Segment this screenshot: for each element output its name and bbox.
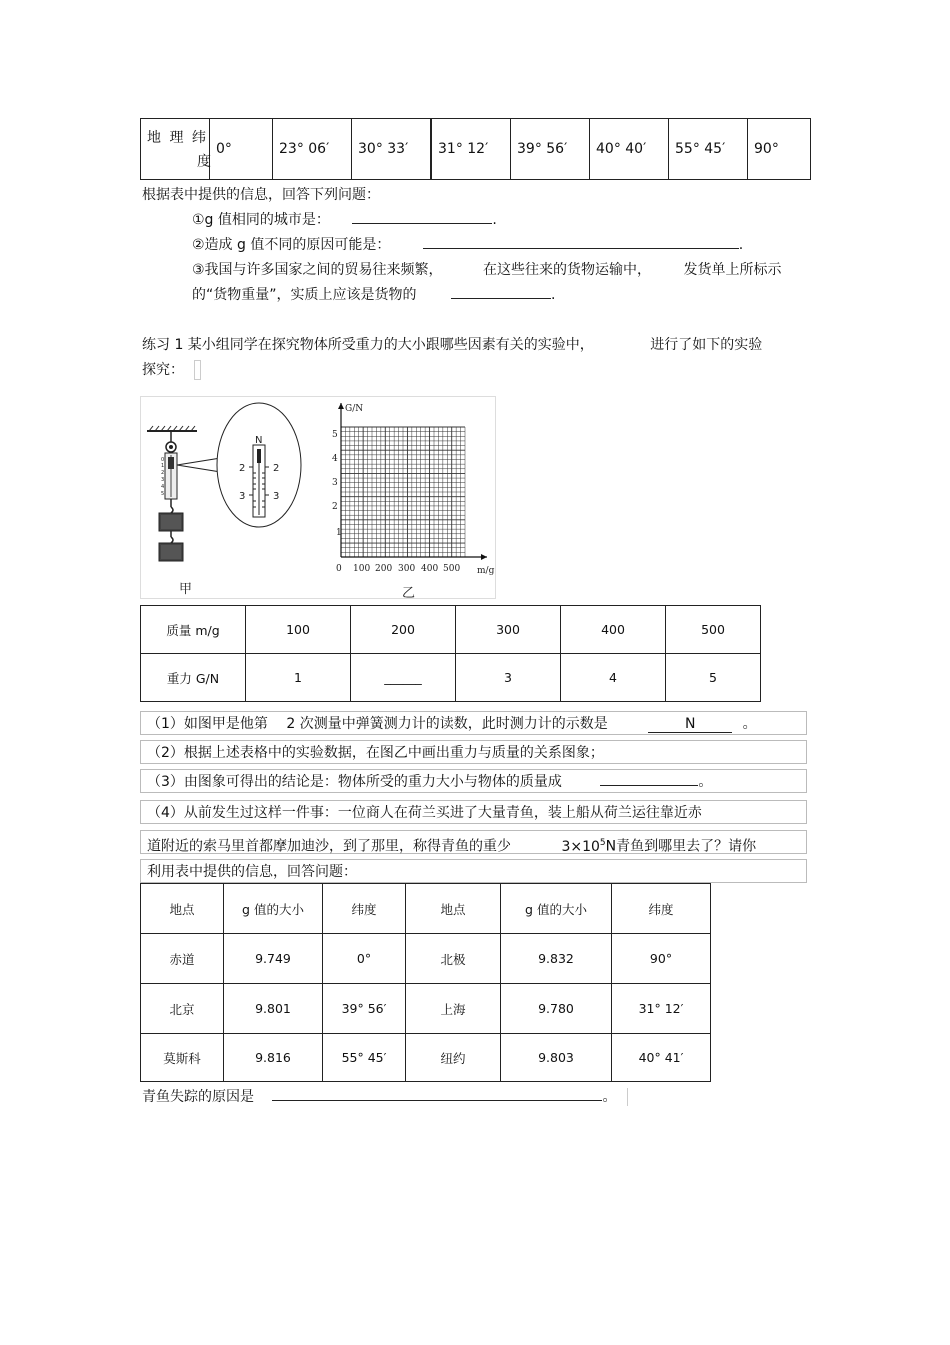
spring-tick-label: 2 [161, 470, 165, 476]
question-4-text-2a: 道附近的索马里首都摩加迪沙，到了那里，称得青鱼的重少 [147, 838, 511, 855]
x-tick-label: 500 [443, 564, 461, 574]
latitude-cell: 40° 41′ [612, 1034, 711, 1082]
gauge-tick-left: 2 [239, 463, 246, 474]
spring-tick-label: 5 [161, 491, 165, 497]
q1-end: . [492, 212, 497, 228]
y-tick-label: 5 [332, 430, 338, 440]
exercise-text-b: 进行了如下的实验 [650, 337, 763, 353]
g-cell: 9.832 [501, 934, 612, 984]
table-row [141, 1034, 711, 1082]
header-cell: g 值的大小 [224, 884, 323, 934]
gauge-tick-right: 2 [273, 463, 280, 474]
latitude-table [140, 118, 811, 180]
final-label: 青鱼失踪的原因是 [142, 1089, 254, 1105]
intro-question-2 [192, 234, 743, 254]
mass-cell: 500 [666, 606, 761, 654]
final-box-edge [627, 1088, 628, 1106]
final-answer-blank[interactable] [272, 1086, 602, 1101]
place-cell: 赤道 [141, 934, 224, 984]
g-cell: 9.780 [501, 984, 612, 1034]
gauge-tick-right: 3 [273, 491, 280, 502]
table-row [141, 606, 761, 654]
x-tick-label: 0 [336, 564, 342, 574]
y-tick-label: 4 [332, 454, 338, 464]
mass-cell: 100 [246, 606, 351, 654]
question-1-end: 。 [742, 716, 757, 732]
latitude-cell: 0° [323, 934, 406, 984]
spring-tick-label: 1 [161, 463, 165, 469]
q3-text-c: 发货单上所标示 [683, 262, 782, 278]
gravity-cell: 1 [246, 654, 351, 702]
question-4-text-2b: 3×10 [561, 838, 600, 855]
latitude-cell: 31° 12′ [431, 119, 511, 180]
q3-text-a: ③我国与许多国家之间的贸易往来频繁， [192, 262, 443, 278]
figure-svg [141, 397, 495, 598]
q1-text: ①g 值相同的城市是： [192, 212, 330, 228]
experiment-figure [140, 396, 496, 599]
gravity-blank-cell[interactable]: ______ [351, 654, 456, 702]
cursor-box [194, 360, 201, 380]
latitude-cell: 0° [210, 119, 273, 180]
gravity-cell: 5 [666, 654, 761, 702]
exercise-line-2 [142, 359, 201, 380]
question-2-text: （2）根据上述表格中的实验数据，在图乙中画出重力与质量的关系图象； [147, 745, 604, 761]
header-cell: g 值的大小 [501, 884, 612, 934]
intro-question-1 [192, 209, 497, 229]
latitude-cell: 30° 33′ [352, 119, 432, 180]
header-cell: 地点 [406, 884, 501, 934]
header-cell: 地点 [141, 884, 224, 934]
latitude-cell: 90° [612, 934, 711, 984]
latitude-cell: 55° 45′ [323, 1034, 406, 1082]
mass-cell: 400 [561, 606, 666, 654]
header-text-line1: 地 理 纬 [147, 130, 208, 146]
question-4-line3 [140, 859, 807, 883]
y-tick-label: 3 [332, 478, 338, 488]
x-tick-label: 300 [398, 564, 416, 574]
gravity-cell: 4 [561, 654, 666, 702]
x-tick-label: 400 [421, 564, 439, 574]
place-cell: 北极 [406, 934, 501, 984]
q3-text-d: 的“货物重量”，实质上应该是货物的 [192, 287, 417, 303]
header-cell: 纬度 [612, 884, 711, 934]
question-4-line2 [140, 830, 807, 854]
q2-answer-blank[interactable] [423, 234, 739, 249]
final-question [142, 1086, 628, 1106]
spring-tick-label: 0 [161, 457, 165, 463]
y-axis-label: G/N [345, 404, 364, 414]
header-text-line2: 度 [197, 154, 211, 170]
graph-grid [338, 403, 487, 560]
question-1-text-a: （1）如图甲是他第 [147, 716, 268, 732]
question-1 [140, 711, 807, 735]
final-end: 。 [602, 1089, 617, 1105]
y-tick-label: 2 [332, 502, 338, 512]
g-cell: 9.816 [224, 1034, 323, 1082]
exercise-text-2: 探究： [142, 362, 184, 378]
question-3-end: 。 [698, 774, 713, 790]
x-axis-label: m/g [477, 566, 495, 576]
table-row [141, 884, 711, 934]
gauge-tick-left: 3 [239, 491, 246, 502]
latitude-cell: 39° 56′ [511, 119, 590, 180]
latitude-cell: 40° 40′ [590, 119, 669, 180]
question-4-line1 [140, 800, 807, 824]
exercise-text-a: 练习 1 某小组同学在探究物体所受重力的大小跟哪些因素有关的实验中， [142, 337, 594, 353]
q2-text: ②造成 g 值不同的原因可能是： [192, 237, 391, 253]
place-cell: 北京 [141, 984, 224, 1034]
gravity-cell: 3 [456, 654, 561, 702]
mass-gravity-table [140, 605, 761, 702]
question-1-unit: N [684, 716, 696, 732]
question-1-text-b: 2 次测量中弹簧测力计的读数，此时测力计的示数是 [286, 716, 608, 732]
intro-lead: 根据表中提供的信息，回答下列问题： [142, 187, 380, 203]
place-cell: 上海 [406, 984, 501, 1034]
intro-question-3-line1 [192, 259, 781, 279]
row-label: 重力 G/N [141, 654, 246, 702]
q2-end: . [738, 237, 744, 253]
table-row [141, 654, 761, 702]
mass-cell: 300 [456, 606, 561, 654]
y-tick-label: 1 [336, 528, 342, 538]
latitude-cell: 31° 12′ [612, 984, 711, 1034]
latitude-cell: 23° 06′ [273, 119, 352, 180]
question-4-text-2c: N青鱼到哪里去了？请你 [605, 838, 757, 855]
place-cell: 纽约 [406, 1034, 501, 1082]
q3-end: . [550, 287, 556, 303]
question-2 [140, 740, 807, 764]
exercise-line-1 [142, 334, 762, 354]
question-3 [140, 769, 807, 793]
row-label: 质量 m/g [141, 606, 246, 654]
g-cell: 9.749 [224, 934, 323, 984]
q3-text-b: 在这些往来的货物运输中， [483, 262, 652, 278]
question-4-text-3: 利用表中提供的信息，回答问题： [147, 864, 357, 880]
latitude-cell: 55° 45′ [669, 119, 748, 180]
latitude-cell: 39° 56′ [323, 984, 406, 1034]
question-4-text-1: （4）从前发生过这样一件事：一位商人在荷兰买进了大量青鱼，装上船从荷兰运往靠近赤 [147, 805, 702, 821]
x-tick-label: 200 [375, 564, 393, 574]
latitude-cell: 90° [748, 119, 811, 180]
question-1-answer-blank[interactable] [648, 716, 732, 733]
q1-answer-blank[interactable] [352, 209, 492, 224]
figure-caption-left: 甲 [179, 582, 193, 597]
question-3-text: （3）由图象可得出的结论是：物体所受的重力大小与物体的质量成 [147, 774, 562, 790]
mass-cell: 200 [351, 606, 456, 654]
header-cell: 纬度 [323, 884, 406, 934]
gauge-unit: N [255, 435, 263, 446]
table-row [141, 984, 711, 1034]
question-4-superscript: 5 [599, 838, 606, 848]
x-tick-label: 100 [353, 564, 371, 574]
q3-answer-blank[interactable] [451, 284, 551, 299]
spring-tick-label: 4 [161, 484, 165, 490]
g-cell: 9.803 [501, 1034, 612, 1082]
spring-tick-label: 3 [161, 477, 165, 483]
question-3-answer-blank[interactable] [600, 771, 698, 786]
latitude-header-cell [141, 119, 210, 180]
table-row [141, 119, 811, 180]
intro-question-3-line2 [192, 284, 555, 304]
ceiling-icon [147, 426, 197, 431]
g-cell: 9.801 [224, 984, 323, 1034]
figure-caption-right: 乙 [402, 586, 416, 598]
g-value-table [140, 883, 711, 1082]
place-cell: 莫斯科 [141, 1034, 224, 1082]
table-row [141, 934, 711, 984]
